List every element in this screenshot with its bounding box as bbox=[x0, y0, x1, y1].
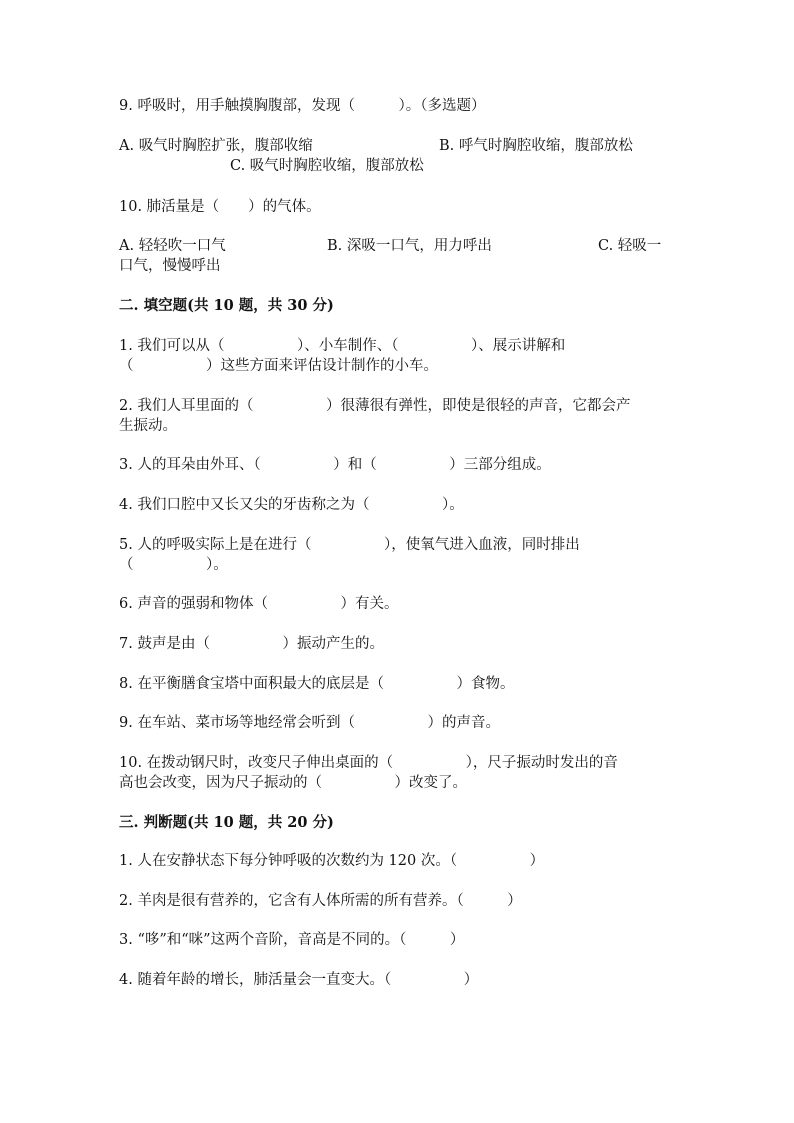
fill-line: 高也会改变，因为尺子振动的（ ）改变了。 bbox=[119, 775, 467, 791]
fill-line: （ ）。 bbox=[119, 557, 228, 573]
fill-section-heading: 二. 填空题(共 10 题，共 30 分) bbox=[119, 297, 334, 314]
judge-line: 3. “哆”和“咪”这两个音阶，音高是不同的。（ ） bbox=[119, 932, 465, 948]
fill-line: 3. 人的耳朵由外耳、（ ）和（ ）三部分组成。 bbox=[119, 457, 551, 473]
question-10-option-c: C. 轻吸一 bbox=[598, 238, 662, 254]
question-10-option-a: A. 轻轻吹一口气 bbox=[119, 238, 226, 254]
fill-line: 10. 在拨动钢尺时，改变尺子伸出桌面的（ ），尺子振动时发出的音 bbox=[119, 755, 618, 771]
fill-line: 2. 我们人耳里面的（ ）很薄很有弹性，即使是很轻的声音，它都会产 bbox=[119, 398, 631, 414]
fill-line: 7. 鼓声是由（ ）振动产生的。 bbox=[119, 636, 384, 652]
question-9-option-c: C. 吸气时胸腔收缩，腹部放松 bbox=[230, 158, 424, 174]
judge-line: 1. 人在安静状态下每分钟呼吸的次数约为 120 次。（ ） bbox=[119, 853, 545, 869]
fill-line: 1. 我们可以从（ ）、小车制作、（ ）、展示讲解和 bbox=[119, 338, 566, 354]
question-10-stem: 10. 肺活量是（ ）的气体。 bbox=[119, 199, 321, 215]
fill-line: 生振动。 bbox=[119, 418, 177, 434]
question-9-option-b: B. 呼气时胸腔收缩，腹部放松 bbox=[439, 138, 633, 154]
fill-line: 5. 人的呼吸实际上是在进行（ ），使氧气进入血液，同时排出 bbox=[119, 537, 580, 553]
fill-line: （ ）这些方面来评估设计制作的小车。 bbox=[119, 358, 438, 374]
question-10-option-c-wrap: 口气，慢慢呼出 bbox=[119, 258, 221, 274]
fill-line: 8. 在平衡膳食宝塔中面积最大的底层是（ ）食物。 bbox=[119, 676, 515, 692]
question-9-stem: 9. 呼吸时，用手触摸胸腹部，发现（ ）。（多选题） bbox=[119, 98, 486, 114]
fill-line: 4. 我们口腔中又长又尖的牙齿称之为（ ）。 bbox=[119, 497, 464, 513]
question-9-option-a: A. 吸气时胸腔扩张，腹部收缩 bbox=[119, 138, 313, 154]
judge-line: 4. 随着年龄的增长，肺活量会一直变大。（ ） bbox=[119, 972, 479, 988]
fill-line: 6. 声音的强弱和物体（ ）有关。 bbox=[119, 596, 399, 612]
question-10-option-b: B. 深吸一口气，用力呼出 bbox=[327, 238, 492, 254]
fill-line: 9. 在车站、菜市场等地经常会听到（ ）的声音。 bbox=[119, 715, 500, 731]
judge-section-heading: 三. 判断题(共 10 题，共 20 分) bbox=[119, 814, 334, 831]
judge-line: 2. 羊肉是很有营养的，它含有人体所需的所有营养。（ ） bbox=[119, 893, 522, 909]
